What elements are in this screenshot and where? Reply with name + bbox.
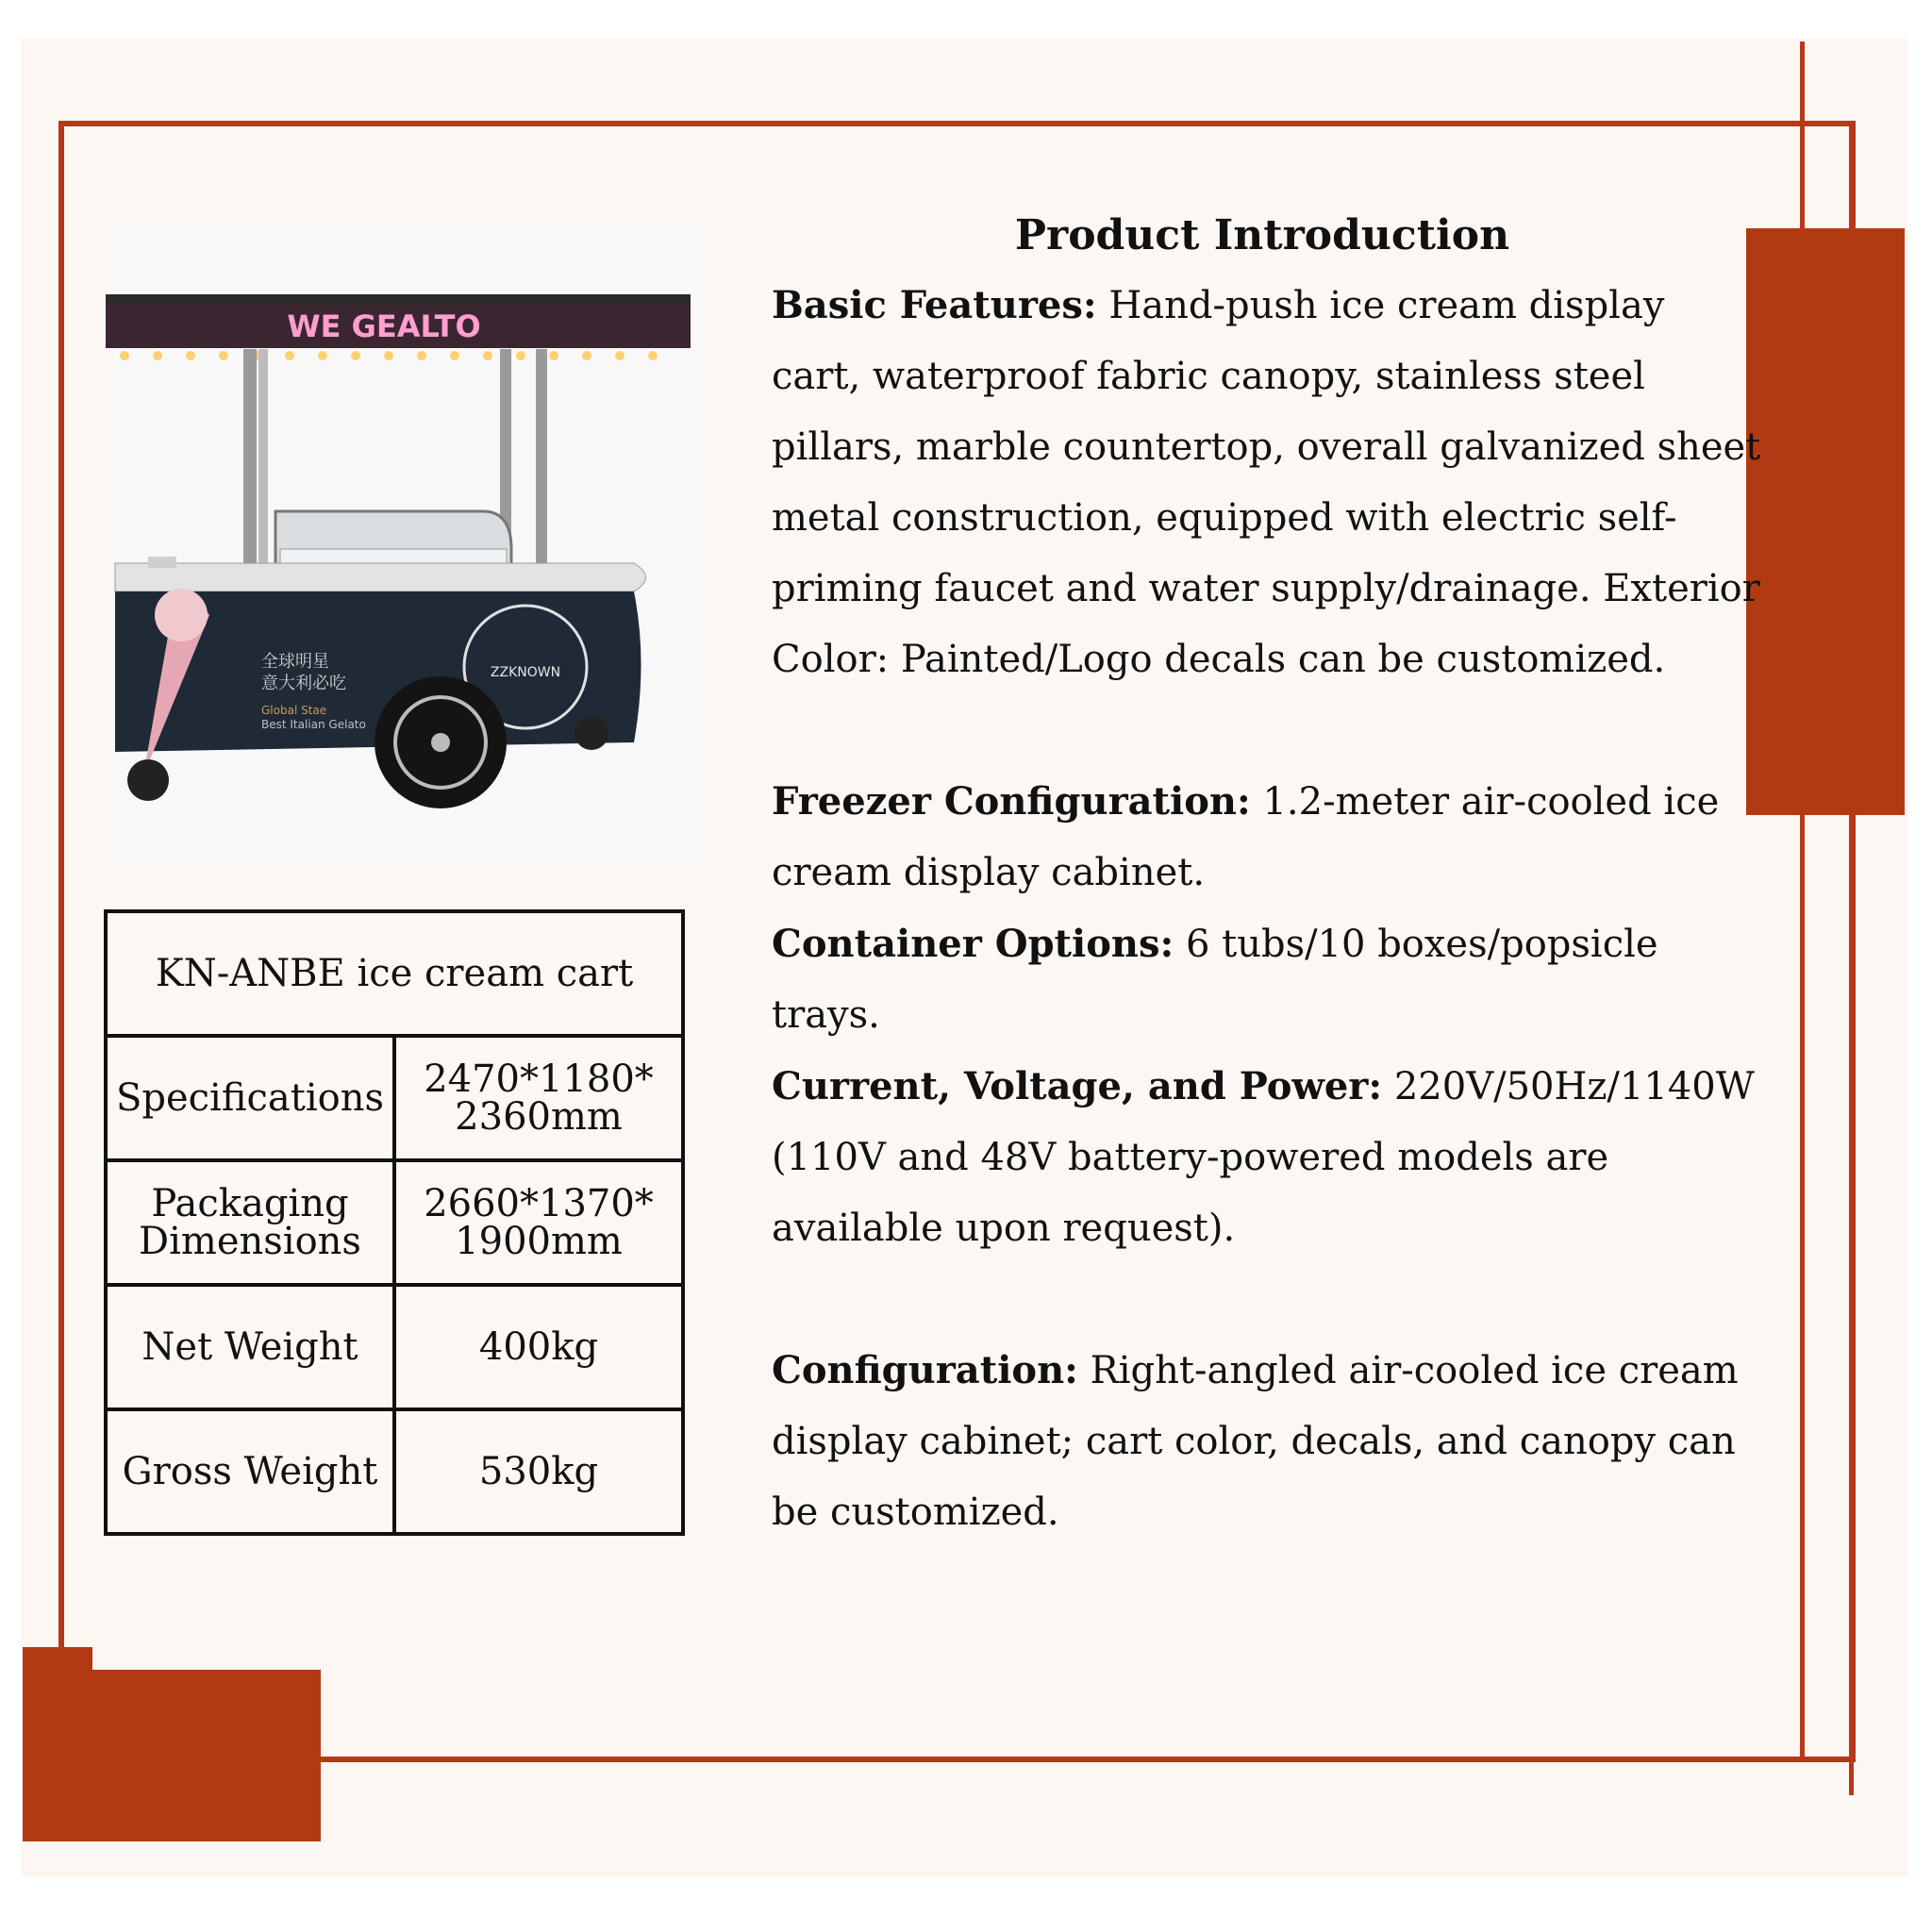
spec-label (106, 1160, 394, 1285)
canopy-sign: WE GEALTO (287, 308, 481, 344)
container-options (772, 908, 1762, 1051)
power-text: 220V/50Hz/1140W (110V and 48V battery-powered models are available upon request). (772, 1065, 1755, 1250)
spec-value: 530kg (394, 1409, 683, 1534)
spacer (772, 695, 1762, 766)
config-label: Configuration: (772, 1348, 1078, 1392)
basic-features (772, 270, 1762, 695)
spec-value (394, 1036, 683, 1160)
decal-cn-line2: 意大利必吃 (261, 674, 346, 693)
watermark-text: ZZKNOWN (490, 665, 561, 680)
spec-table (104, 909, 685, 1536)
decal-en-line2: Best Italian Gelato (261, 718, 366, 731)
spec-value-line: 2470*1180* (424, 1058, 654, 1101)
table-row (106, 1409, 683, 1534)
spec-label: Net Weight (106, 1285, 394, 1409)
basic-features-text: Hand-push ice cream display cart, waterproof fabric canopy, stainless steel pillars, marble countertop, overall galvanized sheet metal construction, equipped with electric self-priming faucet and water supply/drainage. Exterior Color: Painted/Logo decals can be customized. (772, 284, 1761, 681)
product-introduction (772, 208, 1762, 1548)
spec-value-line: 2660*1370* (424, 1182, 654, 1225)
power-label: Current, Voltage, and Power: (772, 1064, 1383, 1108)
table-row (106, 1285, 683, 1409)
freezer-text: 1.2-meter air-cooled ice cream display cabinet. (772, 780, 1720, 894)
spec-label: Gross Weight (106, 1409, 394, 1534)
decal-cn-line1: 全球明星 (261, 652, 329, 672)
spec-label-line: Packaging (151, 1182, 349, 1225)
power-spec (772, 1051, 1762, 1264)
intro-heading: Product Introduction (1014, 211, 1510, 259)
spec-value: 400kg (394, 1285, 683, 1409)
container-label: Container Options: (772, 922, 1174, 966)
product-photo (106, 228, 706, 857)
freezer-label: Freezer Configuration: (772, 779, 1251, 824)
spec-label: Specifications (106, 1036, 394, 1160)
freezer-configuration (772, 766, 1762, 908)
decal-en-line1: Global Stae (261, 704, 327, 717)
spec-value-line: 2360mm (455, 1095, 623, 1139)
basic-features-label: Basic Features: (772, 283, 1097, 327)
spec-label-line: Dimensions (139, 1220, 361, 1263)
accent-block-bottom-left-wide (23, 1670, 321, 1841)
rear-wheel (375, 676, 507, 808)
spec-value-line: 1900mm (455, 1220, 623, 1263)
configuration (772, 1335, 1762, 1548)
container-text: 6 tubs/10 boxes/popsicle trays. (772, 923, 1658, 1037)
caster-wheel-right (575, 716, 608, 750)
config-text: Right-angled air-cooled ice cream display cabinet; cart color, decals, and canopy can be customized. (772, 1349, 1739, 1534)
spec-table-title: KN-ANBE ice cream cart (106, 911, 683, 1036)
table-row (106, 1160, 683, 1285)
table-row (106, 1036, 683, 1160)
accent-block-right (1746, 228, 1905, 815)
spacer (772, 1264, 1762, 1335)
caster-wheel-left (127, 759, 169, 801)
spec-value (394, 1160, 683, 1285)
